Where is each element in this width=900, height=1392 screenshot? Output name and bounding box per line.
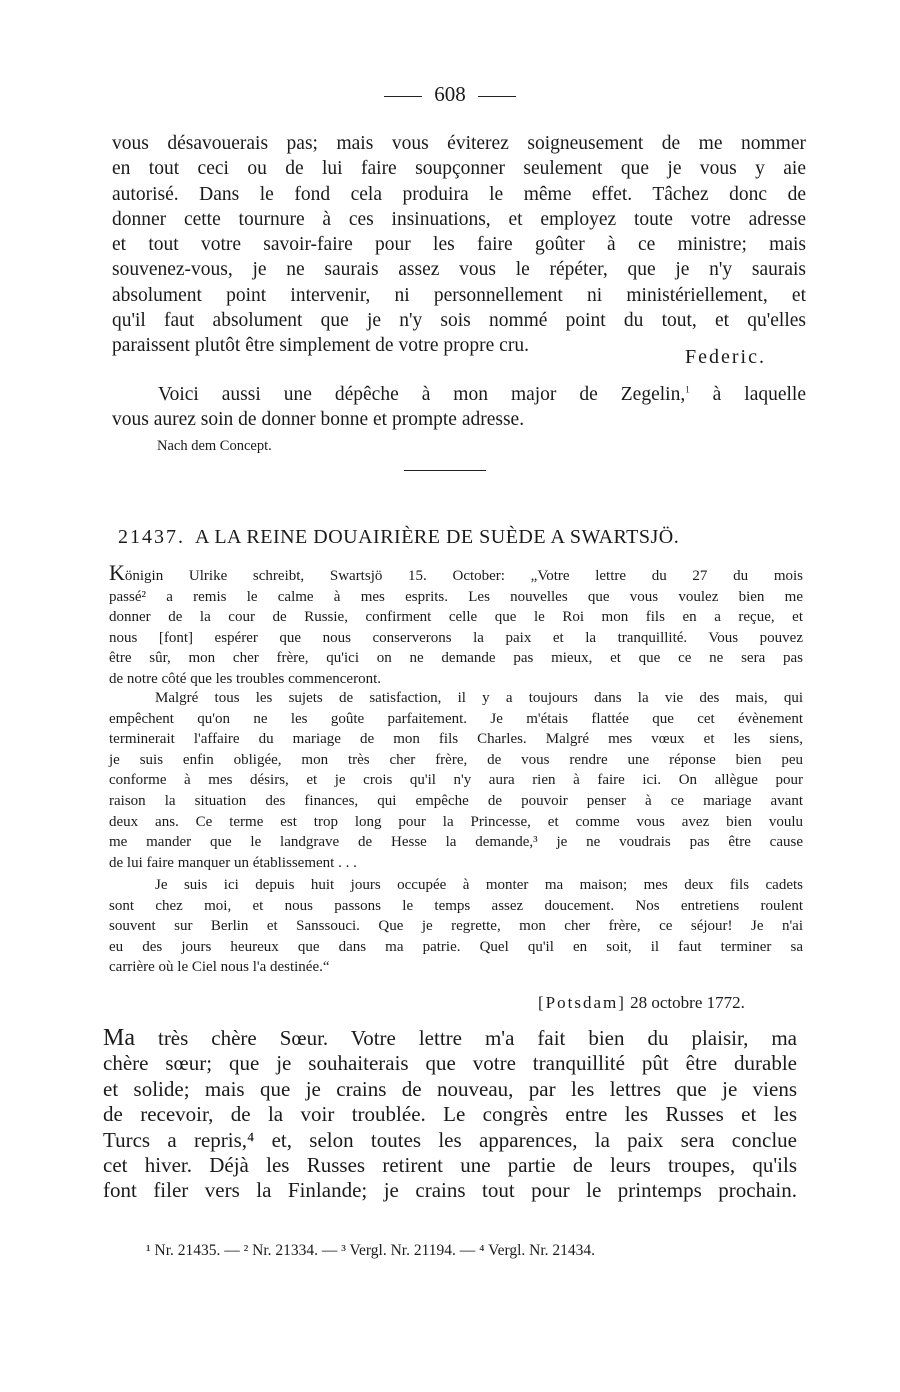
text-line: je suis enfin obligée, mon très cher frère, de vous rendre une réponse bien peu [109, 751, 803, 768]
text-line: absolument point intervenir, ni personnellement ni ministériellement, et [112, 284, 806, 306]
text-line: qu'il faut absolument que je n'y sois nommé point du tout, et qu'elles [112, 310, 806, 332]
letter-number: 21437. [118, 526, 185, 548]
letter-opening: Ma [103, 1025, 135, 1051]
text-line: me mander que le landgrave de Hesse la demande,³ je ne voudrais pas être cause [109, 834, 803, 851]
section-heading [118, 526, 679, 549]
section-divider [404, 470, 486, 471]
page-number: 608 [0, 82, 900, 107]
initial-letter: K [109, 560, 125, 585]
quoted-letter-part-2 [109, 688, 803, 873]
text-line: paraissent plutôt être simplement de votre propre cru. [112, 335, 529, 357]
dateline [538, 993, 745, 1013]
text-line: donner cette tournure à ces insinuations, et employez toute votre adresse [112, 208, 806, 230]
letter-title: A LA REINE DOUAIRIÈRE DE SUÈDE A SWARTSJÖ. [195, 526, 680, 548]
text-line: souvenez-vous, je ne saurais assez vous le répéter, que je n'y saurais [112, 259, 806, 281]
text-line: Königin Ulrike schreibt, Swartsjö 15. October: „Votre lettre du 27 du mois [109, 560, 803, 585]
text-line: raison la situation des finances, qui empêche de pouvoir penser à ce mariage avant [109, 792, 803, 809]
text-line: deux ans. Ce terme est trop long pour la Princesse, et comme vous avez bien voulu [109, 813, 803, 830]
text-line: passé² a remis le calme à mes esprits. Les nouvelles que vous voulez bien me [109, 588, 803, 605]
text-line: sont chez moi, et nous passons le temps assez doucement. Nos entretiens roulent [109, 897, 803, 914]
text-line: chère sœur; que je souhaiterais que votre tranquillité pût être durable [103, 1051, 797, 1076]
text-line: vous désavouerais pas; mais vous éviterez soigneusement de me nommer [112, 133, 806, 154]
page-number-dash-right [478, 96, 516, 97]
text-line: de notre côté que les troubles commenceront. [109, 670, 381, 687]
text-line: Malgré tous les sujets de satisfaction, il y a toujours dans la vie des mais, qui [155, 690, 803, 706]
quoted-letter-part-1 [109, 560, 803, 690]
footnotes: ¹ Nr. 21435. — ² Nr. 21334. — ³ Vergl. Nr. 21194. — ⁴ Vergl. Nr. 21434. [146, 1242, 596, 1259]
dateline-place: [Potsdam] [538, 993, 626, 1012]
letter-body [103, 1026, 797, 1204]
text-line: donner de la cour de Russie, confirment celle que le Roi mon fils en a reçue, et [109, 609, 803, 626]
text-line: conforme à mes désirs, et je crois qu'il n'y aura rien à faire ici. On allègue pour [109, 772, 803, 789]
quoted-letter-part-3 [109, 875, 803, 978]
text-line: carrière où le Ciel nous l'a destinée.“ [109, 959, 330, 976]
footnote-marker: 1 [685, 384, 690, 395]
text-line: Voici aussi une dépêche à mon major de Zegelin,$^1$ à laquelle [158, 384, 807, 405]
dateline-date: 28 octobre 1772. [630, 993, 745, 1012]
text-line: Je suis ici depuis huit jours occupée à monter ma maison; mes deux fils cadets [155, 877, 803, 893]
text-line: et tout votre savoir-faire pour les faire goûter à ce ministre; mais [112, 234, 806, 256]
text-line: autorisé. Dans le fond cela produira le même effet. Tâchez donc de [112, 183, 806, 205]
text-line: cet hiver. Déjà les Russes retirent une partie de leurs troupes, qu'ils [103, 1153, 797, 1178]
text-line: souvent sur Berlin et Sanssouci. Que je regrette, mon cher frère, ce séjour! Je n'ai [109, 918, 803, 935]
postscript-paragraph [112, 382, 806, 433]
letter-continuation-paragraph [112, 131, 806, 359]
text-line: en tout ceci ou de lui faire soupçonner seulement que je vous y aie [112, 158, 806, 180]
text-line: eu des jours heureux que dans ma patrie. Quel qu'il en soit, il faut terminer sa [109, 938, 803, 955]
text-line: de lui faire manquer un établissement . . . [109, 854, 357, 871]
text-line: Turcs a repris,⁴ et, selon toutes les apparences, la paix sera conclue [103, 1127, 797, 1152]
text-line: de recevoir, de la voir troublée. Le congrès entre les Russes et les [103, 1102, 797, 1127]
text-line: empêchent qu'on ne les goûte parfaitement. Je m'étais flattée que cet évènement [109, 710, 803, 727]
text-line: et solide; mais que je crains de nouveau, par les lettres que je viens [103, 1076, 797, 1101]
text-line: Ma très chère Sœur. Votre lettre m'a fait bien du plaisir, ma [103, 1025, 797, 1051]
text-line: vous aurez soin de donner bonne et prompte adresse. [112, 409, 525, 431]
page-number-dash-left [384, 96, 422, 97]
text-line: font filer vers la Finlande; je crains tout pour le printemps prochain. [103, 1178, 797, 1203]
text-line: nous [font] espérer que nous conserverons la paix et la tranquillité. Vous pouvez [109, 629, 803, 646]
text-line: terminerait l'affaire du mariage de mon fils Charles. Malgré mes vœux et les siens, [109, 731, 803, 748]
signature: Federic. [685, 346, 766, 368]
text-line: être sûr, mon cher frère, qu'ici on ne demande pas mieux, et que ce ne sera pas [109, 650, 803, 667]
source-note: Nach dem Concept. [157, 438, 272, 454]
